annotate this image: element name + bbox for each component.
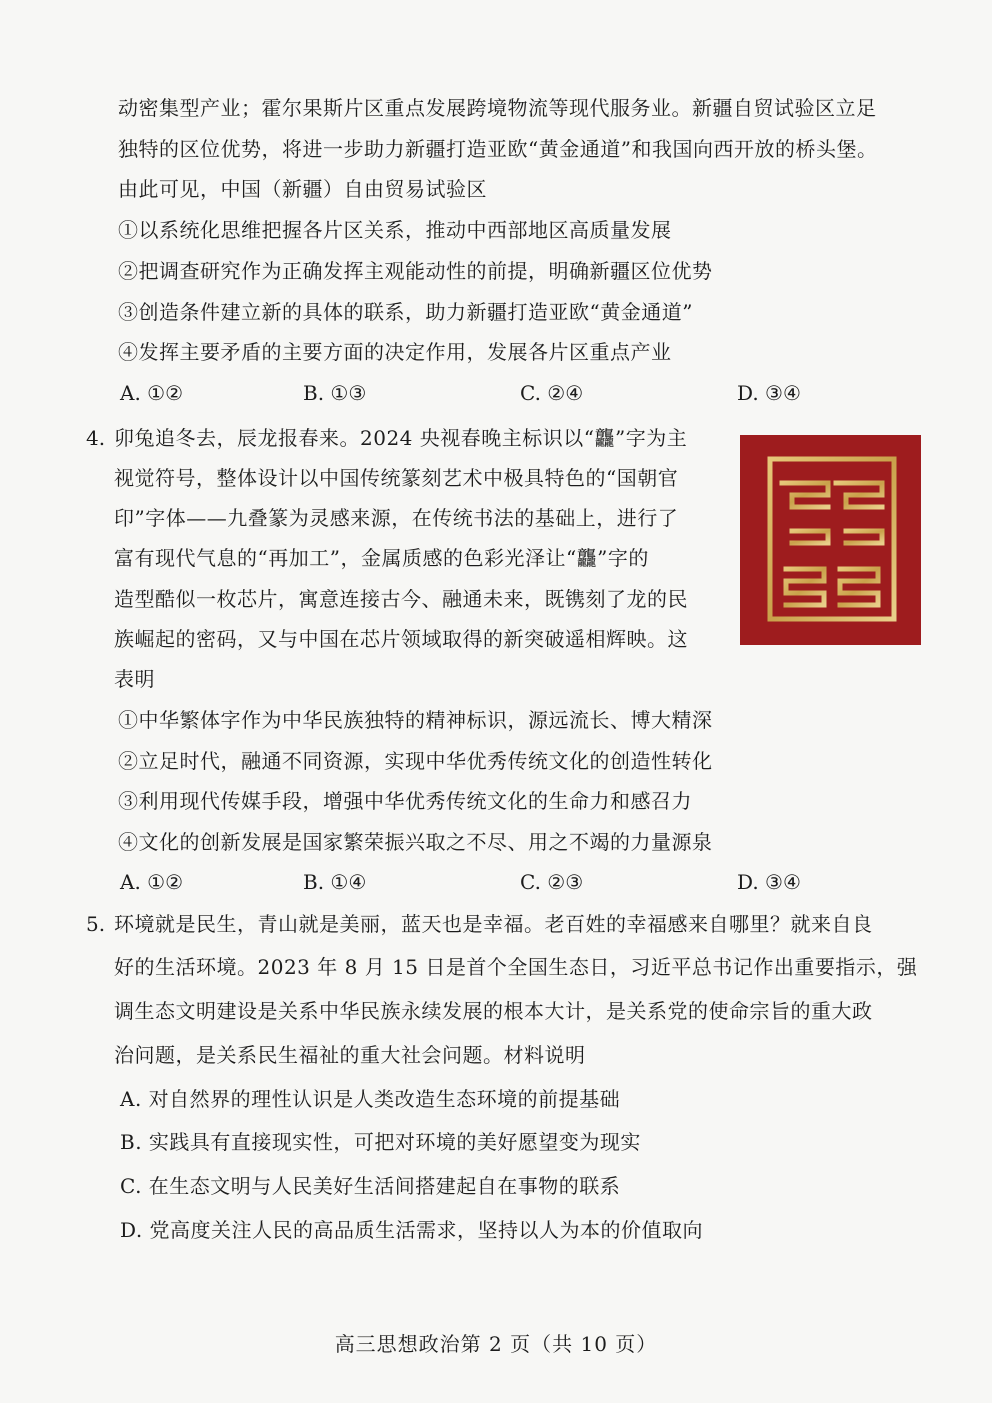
q4-line-7: 表明 (114, 667, 155, 691)
q4-options (120, 868, 860, 896)
long-seal-logo-image (740, 435, 921, 645)
q3-option-b[interactable]: B. ①③ (303, 381, 367, 405)
q4-line-4: 富有现代气息的“再加工”，金属质感的色彩光泽让“龘”字的 (114, 546, 649, 570)
q4-option-d[interactable]: D. ③④ (737, 870, 801, 894)
q4-number: 4. (86, 426, 106, 450)
q3-option-a[interactable]: A. ①② (120, 381, 184, 405)
q4-statement-1: ①中华繁体字作为中华民族独特的精神标识，源远流长、博大精深 (118, 708, 713, 732)
q3-line-2: 独特的区位优势，将进一步助力新疆打造亚欧“黄金通道”和我国向西开放的桥头堡。 (118, 137, 878, 161)
q4-line-6: 族崛起的密码，又与中国在芯片领域取得的新突破遥相辉映。这 (114, 627, 688, 651)
q4-line-5: 造型酷似一枚芯片，寓意连接古今、融通未来，既镌刻了龙的民 (114, 587, 688, 611)
q3-line-1: 动密集型产业；霍尔果斯片区重点发展跨境物流等现代服务业。新疆自贸试验区立足 (118, 96, 877, 120)
q4-option-b[interactable]: B. ①④ (303, 870, 367, 894)
q5-line-2: 好的生活环境。2023 年 8 月 15 日是首个全国生态日，习近平总书记作出重要指示，强 (114, 955, 918, 979)
q5-option-d[interactable]: D. 党高度关注人民的高品质生活需求，坚持以人为本的价值取向 (120, 1218, 704, 1242)
q4-statement-4: ④文化的创新发展是国家繁荣振兴取之不尽、用之不竭的力量源泉 (118, 830, 713, 854)
q3-statement-1: ①以系统化思维把握各片区关系，推动中西部地区高质量发展 (118, 218, 672, 242)
q3-statement-4: ④发挥主要矛盾的主要方面的决定作用，发展各片区重点产业 (118, 340, 672, 364)
q5-line-1: 环境就是民生，青山就是美丽，蓝天也是幸福。老百姓的幸福感来自哪里？就来自良 (114, 912, 873, 936)
q4-option-a[interactable]: A. ①② (120, 870, 184, 894)
q3-option-d[interactable]: D. ③④ (737, 381, 801, 405)
q3-statement-3: ③创造条件建立新的具体的联系，助力新疆打造亚欧“黄金通道” (118, 300, 693, 324)
q3-options (120, 379, 860, 407)
seal-glyph-icon (740, 435, 921, 645)
q3-statement-2: ②把调查研究作为正确发挥主观能动性的前提，明确新疆区位优势 (118, 259, 713, 283)
q4-statement-2: ②立足时代，融通不同资源，实现中华优秀传统文化的创造性转化 (118, 749, 713, 773)
q5-option-a[interactable]: A. 对自然界的理性认识是人类改造生态环境的前提基础 (120, 1087, 621, 1111)
q3-line-3: 由此可见，中国（新疆）自由贸易试验区 (118, 177, 487, 201)
q5-number: 5. (86, 912, 106, 936)
q4-line-1: 卯兔追冬去，辰龙报春来。2024 央视春晚主标识以“龘”字为主 (114, 426, 688, 450)
page-footer: 高三思想政治第 2 页（共 10 页） (334, 1332, 658, 1356)
q5-line-4: 治问题，是关系民生福祉的重大社会问题。材料说明 (114, 1043, 586, 1067)
q4-line-2: 视觉符号，整体设计以中国传统篆刻艺术中极具特色的“国朝官 (114, 466, 679, 490)
q4-option-c[interactable]: C. ②③ (520, 870, 584, 894)
q5-line-3: 调生态文明建设是关系中华民族永续发展的根本大计，是关系党的使命宗旨的重大政 (114, 999, 873, 1023)
q5-option-c[interactable]: C. 在生态文明与人民美好生活间搭建起自在事物的联系 (120, 1174, 621, 1198)
q5-option-b[interactable]: B. 实践具有直接现实性，可把对环境的美好愿望变为现实 (120, 1130, 641, 1154)
q4-line-3: 印”字体——九叠篆为灵感来源，在传统书法的基础上，进行了 (114, 506, 679, 530)
q4-statement-3: ③利用现代传媒手段，增强中华优秀传统文化的生命力和感召力 (118, 789, 692, 813)
q3-option-c[interactable]: C. ②④ (520, 381, 584, 405)
